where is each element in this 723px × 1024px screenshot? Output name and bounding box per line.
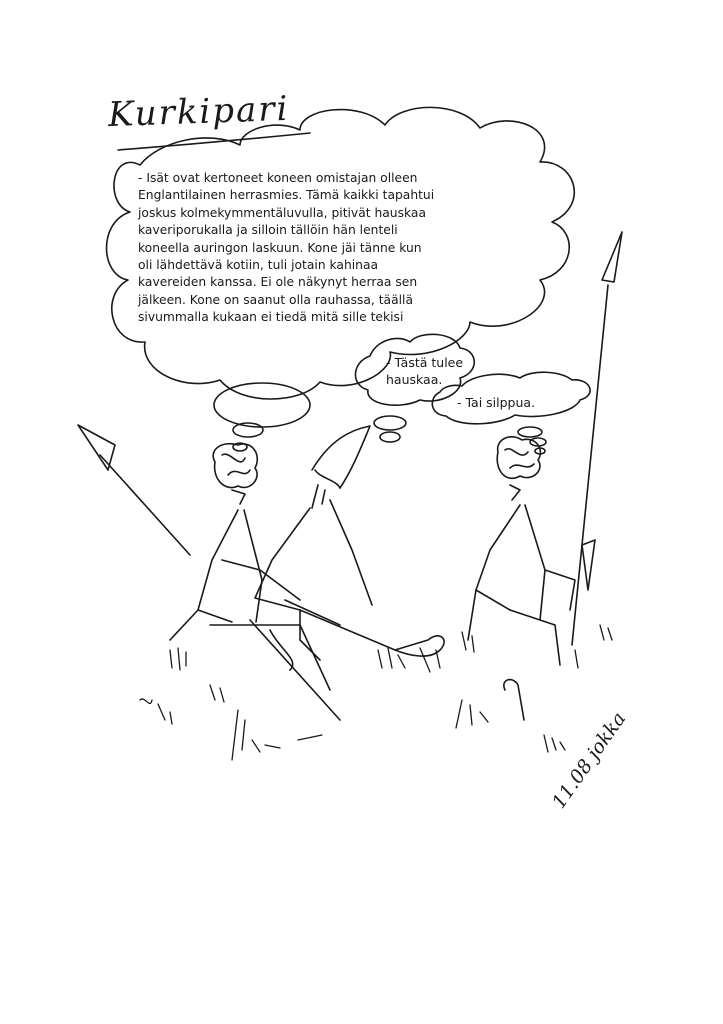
right-spear-shaft [572,285,608,645]
main-trail-bubble-2 [233,423,263,437]
bubble-two-trail-1 [374,416,406,430]
right-spear-butt [582,540,595,590]
artist-signature: 11.08 jokka [548,708,631,813]
main-bubble-line: sivummalla kukaan ei tiedä mitä sille tekisi [138,310,404,325]
main-bubble-text [138,170,490,327]
title-underline [118,133,310,150]
comic-title: Kurkipari [107,88,291,136]
main-bubble-line: kaveriporukalla ja silloin tällöin hän lenteli [138,223,398,238]
main-bubble-line: jälkeen. Kone on saanut olla rauhassa, täällä [138,292,413,307]
right-spear-head [602,232,622,282]
right-figure [468,437,575,720]
main-bubble-line: kavereiden kanssa. Ei ole näkynyt herraa sen [138,275,418,290]
main-trail-bubble-1 [214,383,310,427]
main-bubble-line: - Isät ovat kertoneet koneen omistajan olleen [138,171,418,185]
bubble-two-trail-2 [380,432,400,442]
main-bubble-line: oli lähdettävä kotiin, tuli jotain kahinaa [138,258,379,273]
bubble-three-text: - Tai silppua. [457,395,536,410]
left-spear-head [78,425,115,470]
left-spear-shaft [100,455,190,555]
main-bubble-line: joskus kolmekymmentäluvulla, pitivät hauskaa [138,205,426,220]
bubble-two-text [386,354,463,388]
bubble-two-line: - Tästä tulee [386,355,464,370]
middle-figure [255,426,444,670]
left-figure [170,444,340,720]
main-bubble-line: koneella auringon laskuun. Kone jäi tänne kun [138,240,422,255]
bubble-three-trail-1 [518,427,542,437]
grass-tufts [140,625,612,760]
main-bubble-line: Englantilainen herrasmies. Tämä kaikki tapahtui [138,188,435,203]
bubble-two-line: hauskaa. [386,372,443,387]
